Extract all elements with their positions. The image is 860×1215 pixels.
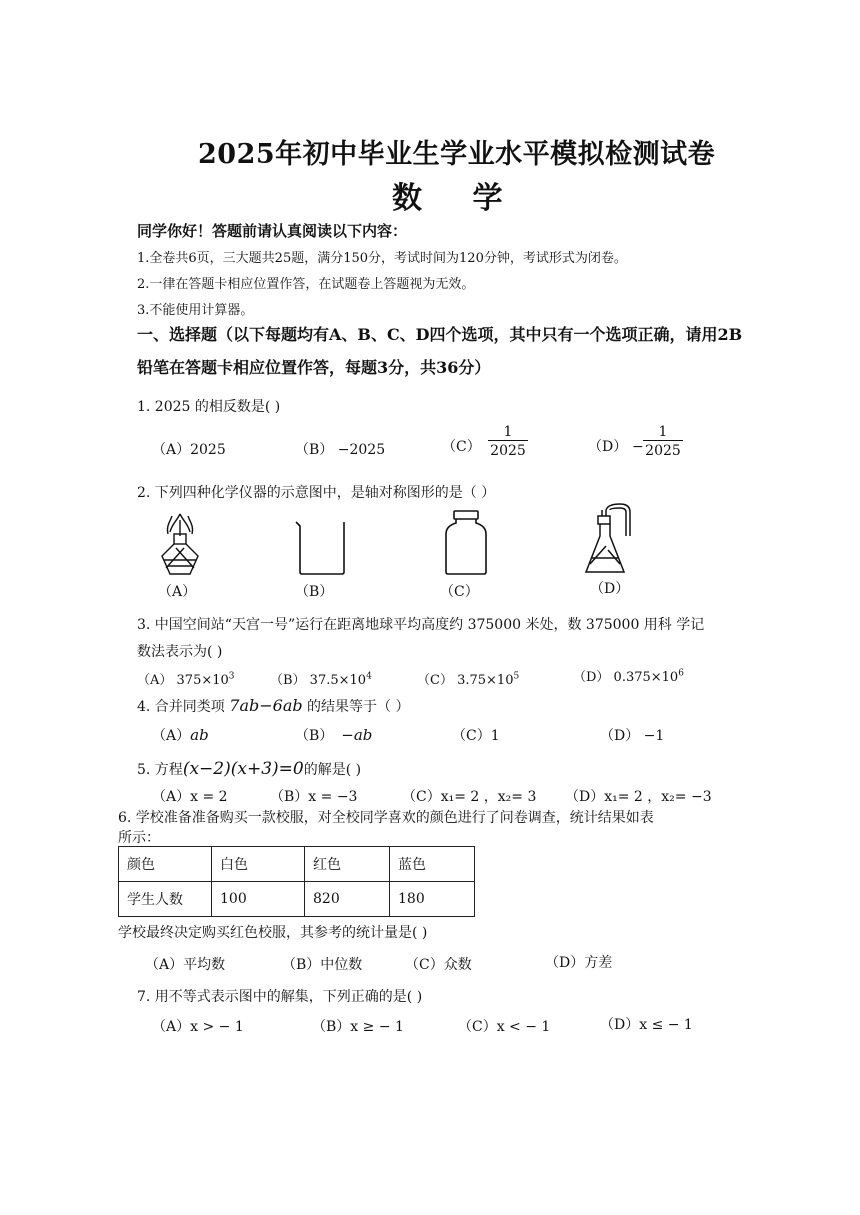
q3-option-a [137, 669, 235, 688]
instruction-2: 2.一律在答题卡相应位置作答，在试题卷上答题视为无效。 [137, 277, 475, 292]
q6-stem-line3: 学校最终决定购买红色校服，其参考的统计量是( ) [118, 925, 428, 941]
q4-stem-post: 的结果等于（ ） [302, 699, 410, 715]
exam-title: 2025年初中毕业生学业水平模拟检测试卷 [198, 139, 716, 170]
q6-stem-line2: 所示： [118, 830, 160, 846]
conical-flask-icon [580, 502, 644, 578]
q3-option-d [573, 666, 684, 685]
q6-option-b: （B）中位数 [282, 957, 363, 973]
q3-option-c [417, 669, 519, 688]
q1-option-d-label: （D） [588, 439, 628, 455]
table-cell: 180 [390, 882, 475, 917]
q1-option-d-fraction [643, 424, 683, 459]
q7-option-b: （B）x ≥ − 1 [312, 1019, 404, 1035]
q4-option-a-value: ab [190, 726, 209, 744]
q2-label-d: （D） [590, 581, 630, 597]
q5-option-a: （A）x = 2 [152, 789, 228, 805]
instruction-3: 3.不能使用计算器。 [137, 303, 254, 318]
q1-option-c-numerator: 1 [503, 424, 513, 440]
q4-stem [137, 696, 410, 716]
q4-stem-expression: 7ab−6ab [229, 696, 303, 715]
beaker-icon [292, 518, 352, 578]
q2-stem: 2. 下列四种化学仪器的示意图中，是轴对称图形的是（ ） [137, 485, 496, 501]
q3-stem-line1: 3. 中国空间站“天宫一号”运行在距离地球平均高度约 375000 米处，数 375000 用科 学记 [137, 617, 705, 633]
q3-option-a-base: （A） 375×10 [137, 673, 229, 688]
q6-option-d: （D）方差 [545, 955, 613, 971]
table-cell: 820 [305, 882, 390, 917]
q1-option-d-denominator: 2025 [645, 443, 681, 459]
alcohol-lamp-icon [150, 510, 210, 580]
instructions-greeting: 同学你好！答题前请认真阅读以下内容： [137, 222, 408, 240]
table-header-cell: 颜色 [119, 847, 212, 882]
section1-heading-line1: 一、选择题（以下每题均有A、B、C、D四个选项，其中只有一个选项正确，请用2B [137, 325, 743, 344]
q4-option-b-label: （B） [295, 728, 334, 744]
table-header-cell: 蓝色 [390, 847, 475, 882]
q5-stem-pre: 5. 方程 [137, 762, 183, 778]
q7-option-c: （C）x < − 1 [458, 1019, 551, 1035]
q3-option-b [270, 669, 372, 688]
q1-option-c-label: （C） [442, 439, 481, 455]
q6-option-c: （C）众数 [405, 957, 472, 973]
q6-option-a: （A）平均数 [145, 957, 226, 973]
q5-stem-expression: (x−2)(x+3)=0 [182, 759, 304, 779]
q5-stem [137, 759, 361, 779]
q3-option-d-base: （D） 0.375×10 [573, 670, 679, 685]
q3-option-b-base: （B） 37.5×10 [270, 673, 367, 688]
q3-stem-line2: 数法表示为( ) [137, 644, 223, 660]
q1-stem: 1. 2025 的相反数是( ) [137, 399, 281, 415]
q7-option-a: （A）x > − 1 [152, 1019, 244, 1035]
q1-option-a: （A）2025 [152, 442, 226, 458]
table-cell: 学生人数 [119, 882, 212, 917]
q5-option-b: （B）x = −3 [270, 789, 358, 805]
q3-option-c-exponent: 5 [513, 671, 520, 682]
table-header-cell: 白色 [212, 847, 305, 882]
q5-stem-post: 的解是( ) [303, 762, 362, 778]
survey-table [118, 846, 475, 917]
q4-option-b [295, 725, 372, 745]
instruction-1: 1.全卷共6页，三大题共25题，满分150分，考试时间为120分钟，考试形式为闭卷。 [137, 251, 627, 266]
table-row [119, 882, 475, 917]
table-cell: 100 [212, 882, 305, 917]
q2-label-a: （A） [158, 584, 197, 600]
q4-stem-pre: 4. 合并同类项 [137, 699, 230, 715]
q1-option-d-numerator: 1 [658, 424, 668, 440]
subject-title: 数 学 [392, 181, 503, 216]
q2-label-b: （B） [295, 584, 334, 600]
q6-stem-line1: 6. 学校准备准备购买一款校服，对全校同学喜欢的颜色进行了问卷调查，统计结果如表 [118, 810, 654, 826]
q1-option-c-denominator: 2025 [490, 443, 526, 459]
q3-option-b-exponent: 4 [366, 671, 372, 682]
q3-option-d-exponent: 6 [678, 668, 684, 679]
q1-option-d-sign: − [632, 439, 644, 455]
q4-option-a [152, 725, 209, 745]
q5-option-c: （C）x₁= 2 ，x₂= 3 [402, 789, 537, 805]
q2-label-c: （C） [440, 584, 479, 600]
table-row [119, 847, 475, 882]
q5-option-d: （D）x₁= 2 ，x₂= −3 [565, 789, 712, 805]
q4-option-b-value: −ab [341, 726, 373, 744]
q1-option-c-fraction [488, 424, 528, 459]
q3-option-c-base: （C） 3.75×10 [417, 673, 514, 688]
q7-stem: 7. 用不等式表示图中的解集，下列正确的是( ) [137, 989, 423, 1005]
q4-option-c: （C）1 [452, 728, 500, 744]
q3-option-a-exponent: 3 [228, 671, 235, 682]
q7-option-d: （D）x ≤ − 1 [600, 1017, 693, 1033]
section1-heading-line2: 铅笔在答题卡相应位置作答，每题3分，共36分） [137, 358, 491, 377]
q4-option-a-label: （A） [152, 728, 191, 744]
q1-option-b: （B） −2025 [295, 442, 386, 458]
reagent-bottle-icon [440, 508, 492, 578]
table-header-cell: 红色 [305, 847, 390, 882]
q4-option-d: （D） −1 [600, 728, 665, 744]
